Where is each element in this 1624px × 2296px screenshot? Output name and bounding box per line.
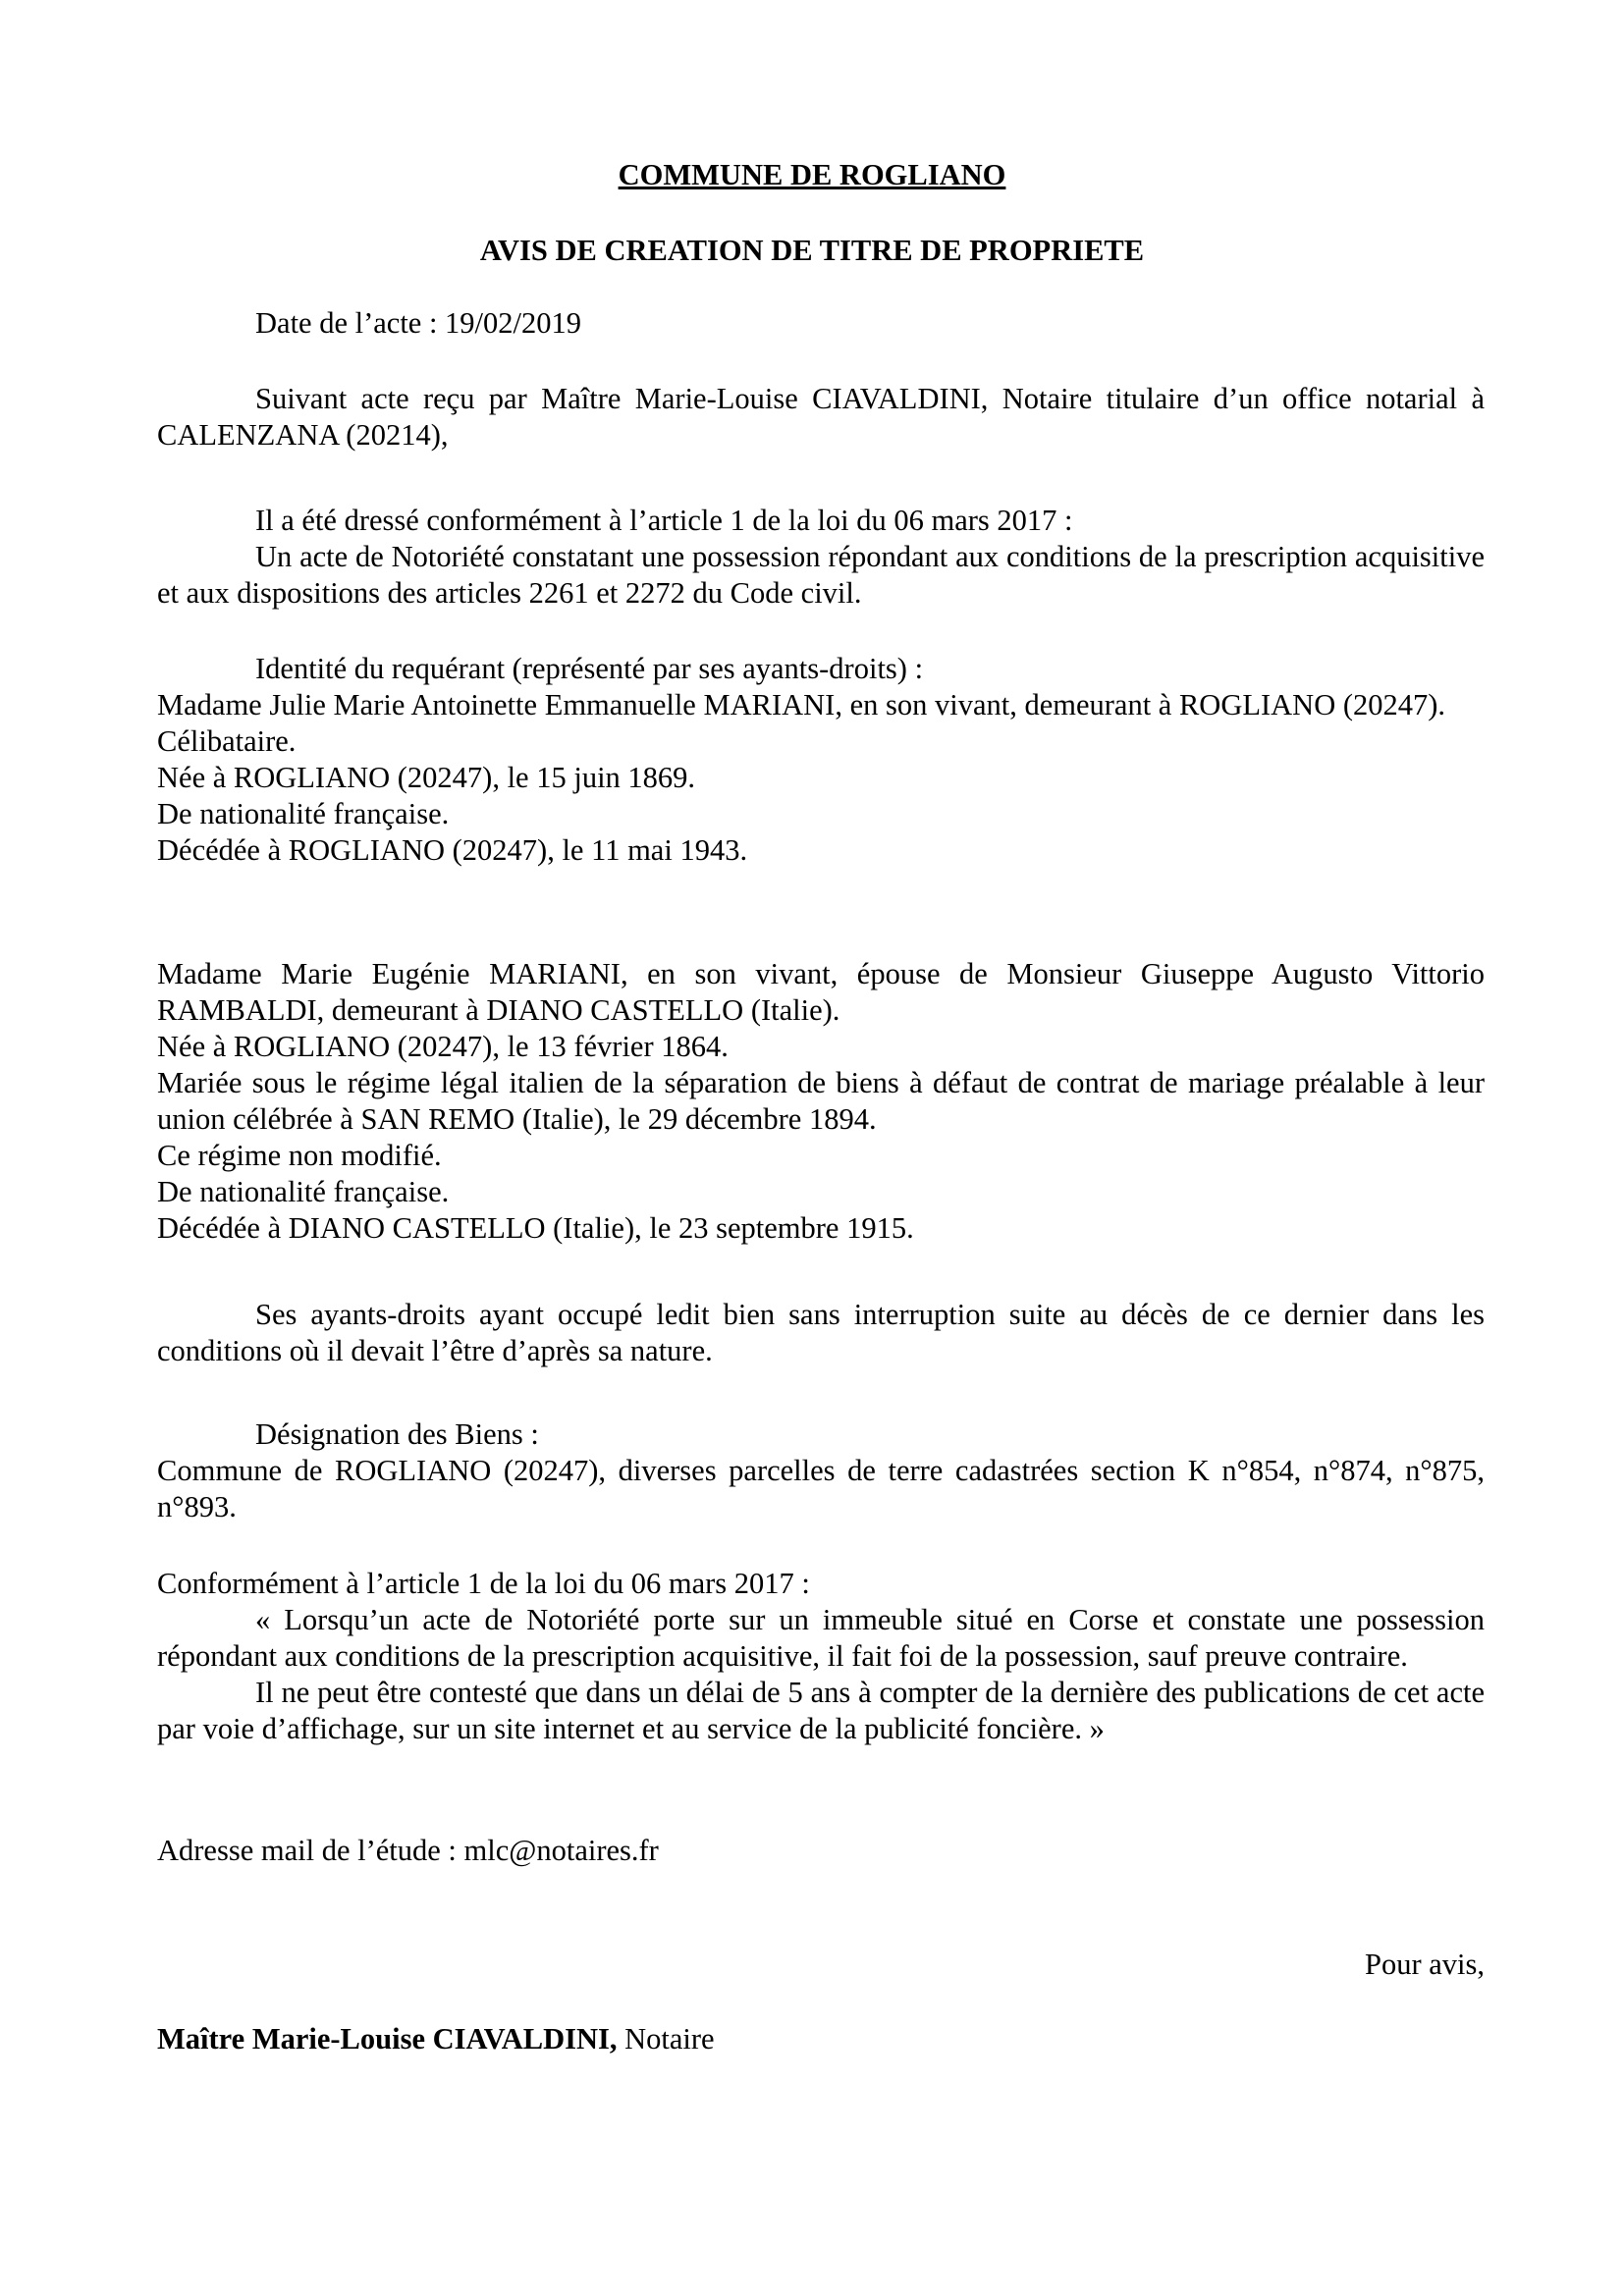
person2-regime: Ce régime non modifié.: [157, 1139, 442, 1172]
signature-title: Notaire: [617, 2022, 715, 2056]
person2-marriage: Mariée sous le régime légal italien de la séparation de biens à défaut de contrat de mariage préalable à leur union célébrée à SAN REMO (Italie), le 29 décembre 1894.: [157, 1066, 1485, 1136]
requerant-section: [157, 651, 1485, 869]
signature-name: Maître Marie-Louise CIAVALDINI,: [157, 2022, 618, 2056]
conformement-section: [157, 1566, 1485, 1747]
biens-label: Désignation des Biens :: [255, 1417, 539, 1451]
person1-identity: Madame Julie Marie Antoinette Emmanuelle MARIANI, en son vivant, demeurant à ROGLIANO (20247).: [157, 688, 1446, 721]
intro-paragraph: Suivant acte reçu par Maître Marie-Louise CIAVALDINI, Notaire titulaire d’un office notarial à CALENZANA (20214),: [157, 382, 1485, 452]
requerant-label: Identité du requérant (représenté par ses ayants-droits) :: [255, 652, 924, 685]
legal-basis-section: [157, 503, 1485, 612]
conformement-quote2: Il ne peut être contesté que dans un délai de 5 ans à compter de la dernière des publications de cet acte par voie d’affichage, sur un site internet et au service de la publicité foncière. »: [157, 1676, 1485, 1745]
person2-identity: Madame Marie Eugénie MARIANI, en son vivant, épouse de Monsieur Giuseppe Augusto Vittorio RAMBALDI, demeurant à DIANO CASTELLO (Italie).: [157, 957, 1485, 1027]
person1-death: Décédée à ROGLIANO (20247), le 11 mai 1943.: [157, 833, 748, 867]
person1-status: Célibataire.: [157, 724, 297, 758]
document-heading: COMMUNE DE ROGLIANO: [618, 158, 1006, 191]
person2-death: Décédée à DIANO CASTELLO (Italie), le 23 septembre 1915.: [157, 1211, 914, 1245]
legal-basis-line: Il a été dressé conformément à l’article 1 de la loi du 06 mars 2017 :: [255, 504, 1073, 537]
person2-section: [157, 956, 1485, 1247]
signature-block: [157, 2021, 1485, 2057]
document-subheading: AVIS DE CREATION DE TITRE DE PROPRIETE: [479, 234, 1145, 267]
act-date: Date de l’acte : 19/02/2019: [255, 306, 582, 340]
person1-birth: Née à ROGLIANO (20247), le 15 juin 1869.: [157, 761, 696, 794]
biens-text: Commune de ROGLIANO (20247), diverses parcelles de terre cadastrées section K n°854, n°874, n°875, n°893.: [157, 1454, 1485, 1523]
biens-section: [157, 1416, 1485, 1525]
conformement-quote1: « Lorsqu’un acte de Notoriété porte sur un immeuble situé en Corse et constate une possession répondant aux conditions de la prescription acquisitive, il fait foi de la possession, sauf preuve contraire.: [157, 1603, 1485, 1673]
person1-nationality: De nationalité française.: [157, 797, 450, 830]
closing-formula: Pour avis,: [1365, 1948, 1485, 1981]
occupation-paragraph: Ses ayants-droits ayant occupé ledit bien sans interruption suite au décès de ce dernier dans les conditions où il devait l’être d’après sa nature.: [157, 1298, 1485, 1367]
legal-basis-description: Un acte de Notoriété constatant une possession répondant aux conditions de la prescription acquisitive et aux dispositions des articles 2261 et 2272 du Code civil.: [157, 540, 1485, 610]
person2-nationality: De nationalité française.: [157, 1175, 450, 1208]
person2-birth: Née à ROGLIANO (20247), le 13 février 1864.: [157, 1030, 729, 1063]
office-email: Adresse mail de l’étude : mlc@notaires.fr: [157, 1834, 659, 1867]
conformement-label: Conformément à l’article 1 de la loi du 06 mars 2017 :: [157, 1567, 810, 1600]
